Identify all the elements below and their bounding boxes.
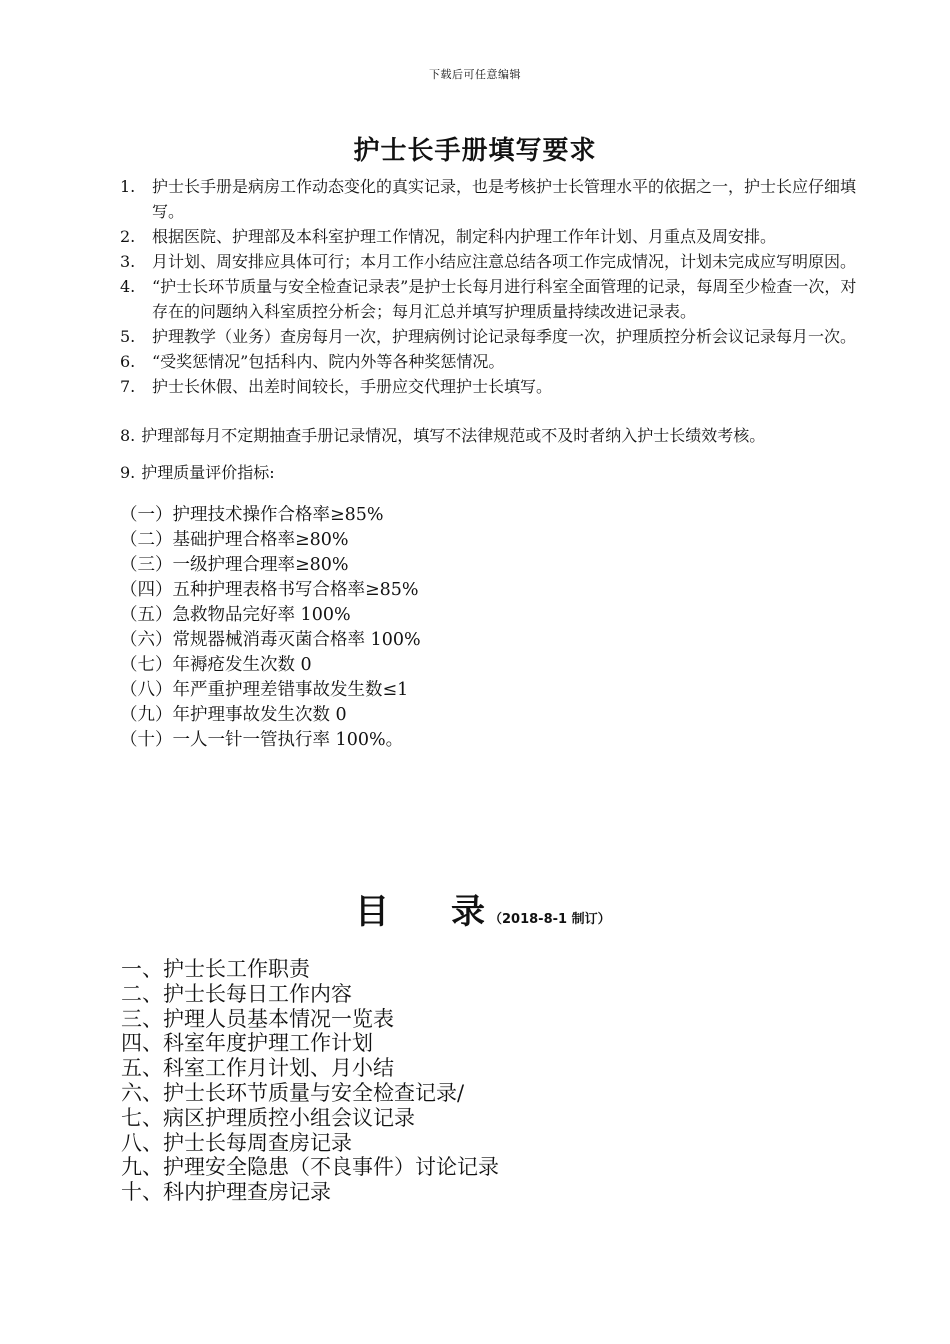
indicator-item: （八）年严重护理差错事故发生数≤1 (120, 680, 409, 700)
toc-item: 七、病区护理质控小组会议记录 (121, 1105, 415, 1130)
indicator-item: （四）五种护理表格书写合格率≥85% (120, 580, 419, 600)
requirement-number: 8. (120, 426, 136, 445)
requirement-number: 2. (120, 227, 136, 246)
requirement-number: 5. (120, 327, 136, 346)
requirement-item (120, 460, 860, 485)
toc-item: 六、护士长环节质量与安全检查记录/ (121, 1080, 465, 1105)
requirement-item (120, 374, 860, 399)
requirement-text: “护士长环节质量与安全检查记录表”是护士长每月进行科室全面管理的记录，每周至少检查一次，对存在的问题纳入科室质控分析会；每月汇总并填写护理质量持续改进记录表。 (152, 277, 857, 321)
requirement-number: 7. (120, 377, 136, 396)
requirement-text: 根据医院、护理部及本科室护理工作情况，制定科内护理工作年计划、月重点及周安排。 (152, 227, 777, 246)
requirement-number: 3. (120, 252, 136, 271)
requirement-item (120, 349, 860, 374)
requirement-number: 9. (120, 463, 136, 482)
requirement-item (120, 174, 860, 224)
toc-item: 五、科室工作月计划、月小结 (121, 1056, 394, 1081)
requirement-text: “受奖惩情况”包括科内、院内外等各种奖惩情况。 (152, 352, 505, 371)
toc-item: 四、科室年度护理工作计划 (121, 1031, 373, 1056)
requirement-item (120, 423, 860, 448)
toc-item: 九、护理安全隐患（不良事件）讨论记录 (121, 1155, 499, 1180)
quality-indicators (120, 503, 860, 753)
toc-title (355, 884, 611, 933)
requirements-list (120, 174, 860, 753)
indicator-item: （六）常规器械消毒灭菌合格率 100% (120, 630, 421, 650)
requirement-text: 护理教学（业务）查房每月一次，护理病例讨论记录每季度一次，护理质控分析会议记录每月一次。 (152, 327, 857, 346)
spacer (120, 448, 860, 460)
toc-item: 八、护士长每周查房记录 (121, 1130, 352, 1155)
toc-list (121, 957, 861, 1205)
requirement-text: 护理部每月不定期抽查手册记录情况，填写不法律规范或不及时者纳入护士长绩效考核。 (141, 426, 766, 445)
toc-title-part1: 目 (355, 892, 389, 932)
requirement-text: 月计划、周安排应具体可行；本月工作小结应注意总结各项工作完成情况，计划未完成应写明原因。 (152, 252, 857, 271)
requirement-item (120, 249, 860, 274)
spacer (120, 485, 860, 503)
requirement-text: 护士长手册是病房工作动态变化的真实记录，也是考核护士长管理水平的依据之一，护士长应仔细填写。 (152, 177, 857, 221)
indicator-item: （七）年褥疮发生次数 0 (120, 655, 312, 675)
requirement-item (120, 224, 860, 249)
indicator-item: （三）一级护理合理率≥80% (120, 555, 349, 575)
spacer (120, 399, 860, 423)
page-title: 护士长手册填写要求 (353, 136, 597, 166)
indicator-item: （二）基础护理合格率≥80% (120, 530, 349, 550)
indicator-item: （一）护理技术操作合格率≥85% (120, 505, 384, 525)
toc-item: 三、护理人员基本情况一览表 (121, 1006, 394, 1031)
toc-item: 二、护士长每日工作内容 (121, 981, 352, 1006)
requirement-number: 1. (120, 177, 136, 196)
indicator-item: （九）年护理事故发生次数 0 (120, 705, 347, 725)
indicator-item: （十）一人一针一管执行率 100%。 (120, 730, 404, 750)
toc-title-part2: 录 (451, 892, 485, 932)
toc-date-note: （2018-8-1 制订） (489, 912, 611, 927)
requirement-number: 6. (120, 352, 136, 371)
requirement-text: 护士长休假、出差时间较长，手册应交代理护士长填写。 (152, 377, 553, 396)
header-note: 下载后可任意编辑 (429, 68, 521, 81)
requirement-item (120, 274, 860, 324)
requirement-item (120, 324, 860, 349)
indicator-item: （五）急救物品完好率 100% (120, 605, 351, 625)
toc-item: 十、科内护理查房记录 (121, 1180, 331, 1205)
requirement-text: 护理质量评价指标: (141, 463, 275, 482)
requirement-number: 4. (120, 277, 136, 296)
toc-item: 一、护士长工作职责 (121, 957, 310, 981)
